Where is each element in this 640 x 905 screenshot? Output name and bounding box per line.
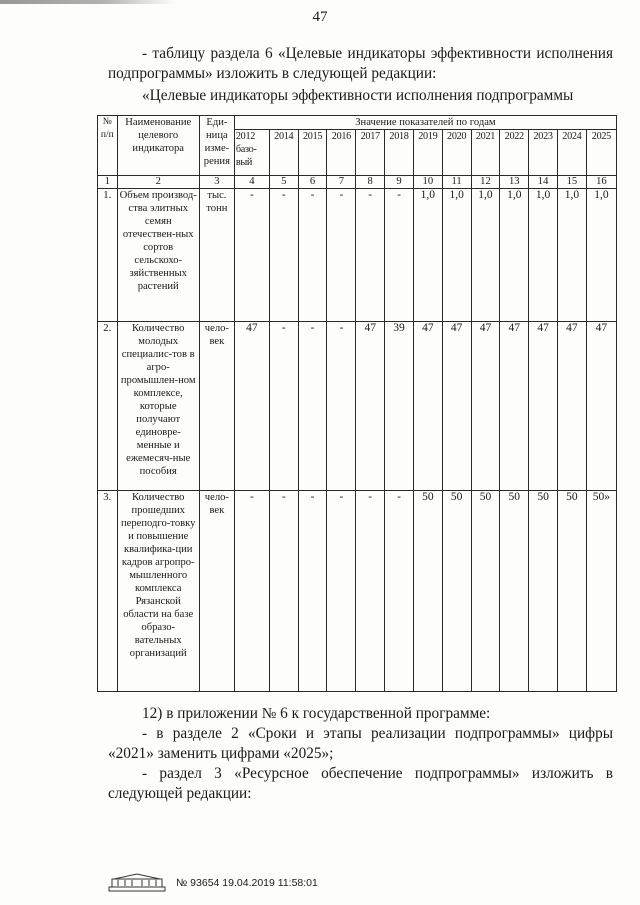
row-value: 1,0	[471, 189, 500, 322]
row-value: -	[327, 322, 356, 491]
header-year: 2018	[385, 130, 414, 176]
row-value: -	[298, 189, 327, 322]
header-row-top	[98, 116, 617, 130]
registry-logo-icon	[108, 873, 166, 893]
row-num: 2.	[98, 322, 118, 491]
row-value: 47	[529, 322, 558, 491]
header-year: 2024	[557, 130, 586, 176]
column-number: 7	[327, 176, 356, 189]
row-value: 50	[413, 491, 442, 692]
row-value: 1,0	[557, 189, 586, 322]
column-number: 11	[442, 176, 471, 189]
header-num: № п/п	[98, 116, 118, 176]
row-indicator-name: Объем производ-ства элитных семян отечествен-ных сортов сельскохо-зяйственных растений	[117, 189, 199, 322]
row-value: -	[356, 189, 385, 322]
row-value: -	[269, 491, 298, 692]
document-registration-mark: № 93654 19.04.2019 11:58:01	[176, 877, 318, 889]
row-value: 47	[586, 322, 616, 491]
paragraph-12-item-b: - раздел 3 «Ресурсное обеспечение подпрограммы» изложить в следующей редакции:	[108, 765, 613, 802]
column-number: 10	[413, 176, 442, 189]
row-indicator-name: Количество молодых специалис-тов в агро-промышлен-ном комплексе, которые получают единовре-менные и ежемесяч-ные пособия	[117, 322, 199, 491]
column-number: 9	[385, 176, 414, 189]
row-value: -	[269, 322, 298, 491]
column-number: 3	[199, 176, 234, 189]
header-year: 2014	[269, 130, 298, 176]
header-unit: Еди-ница изме-рения	[199, 116, 234, 176]
header-year-base: 2012 базо-вый	[234, 130, 269, 176]
column-number: 16	[586, 176, 616, 189]
header-year: 2023	[529, 130, 558, 176]
header-year: 2017	[356, 130, 385, 176]
table-row	[98, 189, 617, 322]
column-number: 5	[269, 176, 298, 189]
table-title: «Целевые индикаторы эффективности исполнения подпрограммы	[142, 87, 574, 104]
row-unit: чело-век	[199, 491, 234, 692]
row-value: 50	[471, 491, 500, 692]
paragraph-12-item-a: - в разделе 2 «Сроки и этапы реализации подпрограммы» цифры «2021» заменить цифрами «2025»;	[108, 725, 613, 762]
table-row	[98, 491, 617, 692]
row-value: -	[298, 322, 327, 491]
paragraph-12: 12) в приложении № 6 к государственной программе:	[142, 705, 491, 722]
row-value: 47	[442, 322, 471, 491]
intro-paragraph: - таблицу раздела 6 «Целевые индикаторы эффективности исполнения подпрограммы» изложить в следующей редакции:	[108, 45, 613, 82]
row-value: -	[385, 491, 414, 692]
row-value: 47	[234, 322, 269, 491]
row-value: 1,0	[413, 189, 442, 322]
column-number: 15	[557, 176, 586, 189]
row-value: 50»	[586, 491, 616, 692]
row-value: -	[234, 189, 269, 322]
header-year: 2025	[586, 130, 616, 176]
column-number: 14	[529, 176, 558, 189]
row-value: 1,0	[442, 189, 471, 322]
column-number: 12	[471, 176, 500, 189]
row-value: 50	[529, 491, 558, 692]
header-year: 2019	[413, 130, 442, 176]
row-value: -	[298, 491, 327, 692]
row-value: 1,0	[586, 189, 616, 322]
row-value: 50	[557, 491, 586, 692]
row-value: 50	[500, 491, 529, 692]
column-number: 1	[98, 176, 118, 189]
header-year: 2022	[500, 130, 529, 176]
header-year: 2021	[471, 130, 500, 176]
header-values-group: Значение показателей по годам	[234, 116, 616, 130]
row-value: -	[234, 491, 269, 692]
scan-artifact	[0, 0, 175, 4]
column-number: 2	[117, 176, 199, 189]
row-unit: тыс. тонн	[199, 189, 234, 322]
column-number: 6	[298, 176, 327, 189]
row-value: 47	[500, 322, 529, 491]
indicators-table	[97, 115, 617, 692]
column-number: 4	[234, 176, 269, 189]
row-value: -	[356, 491, 385, 692]
header-year: 2015	[298, 130, 327, 176]
header-year: 2020	[442, 130, 471, 176]
column-number: 13	[500, 176, 529, 189]
row-indicator-name: Количество прошедших переподго-товку и повышение квалифика-ции кадров агропро-мышленного комплекса Рязанской области на базе образо-вательных организаций	[117, 491, 199, 692]
table-row	[98, 322, 617, 491]
row-value: -	[327, 189, 356, 322]
row-value: 39	[385, 322, 414, 491]
footer	[108, 873, 318, 893]
row-value: -	[327, 491, 356, 692]
row-value: -	[269, 189, 298, 322]
row-value: 47	[471, 322, 500, 491]
row-value: 50	[442, 491, 471, 692]
row-value: -	[385, 189, 414, 322]
header-year: 2016	[327, 130, 356, 176]
row-value: 47	[356, 322, 385, 491]
column-number-row	[98, 176, 617, 189]
row-value: 1,0	[500, 189, 529, 322]
row-unit: чело-век	[199, 322, 234, 491]
row-num: 3.	[98, 491, 118, 692]
row-value: 47	[413, 322, 442, 491]
column-number: 8	[356, 176, 385, 189]
header-name: Наименование целевого индикатора	[117, 116, 199, 176]
row-value: 1,0	[529, 189, 558, 322]
row-num: 1.	[98, 189, 118, 322]
row-value: 47	[557, 322, 586, 491]
page-number: 47	[312, 9, 328, 25]
